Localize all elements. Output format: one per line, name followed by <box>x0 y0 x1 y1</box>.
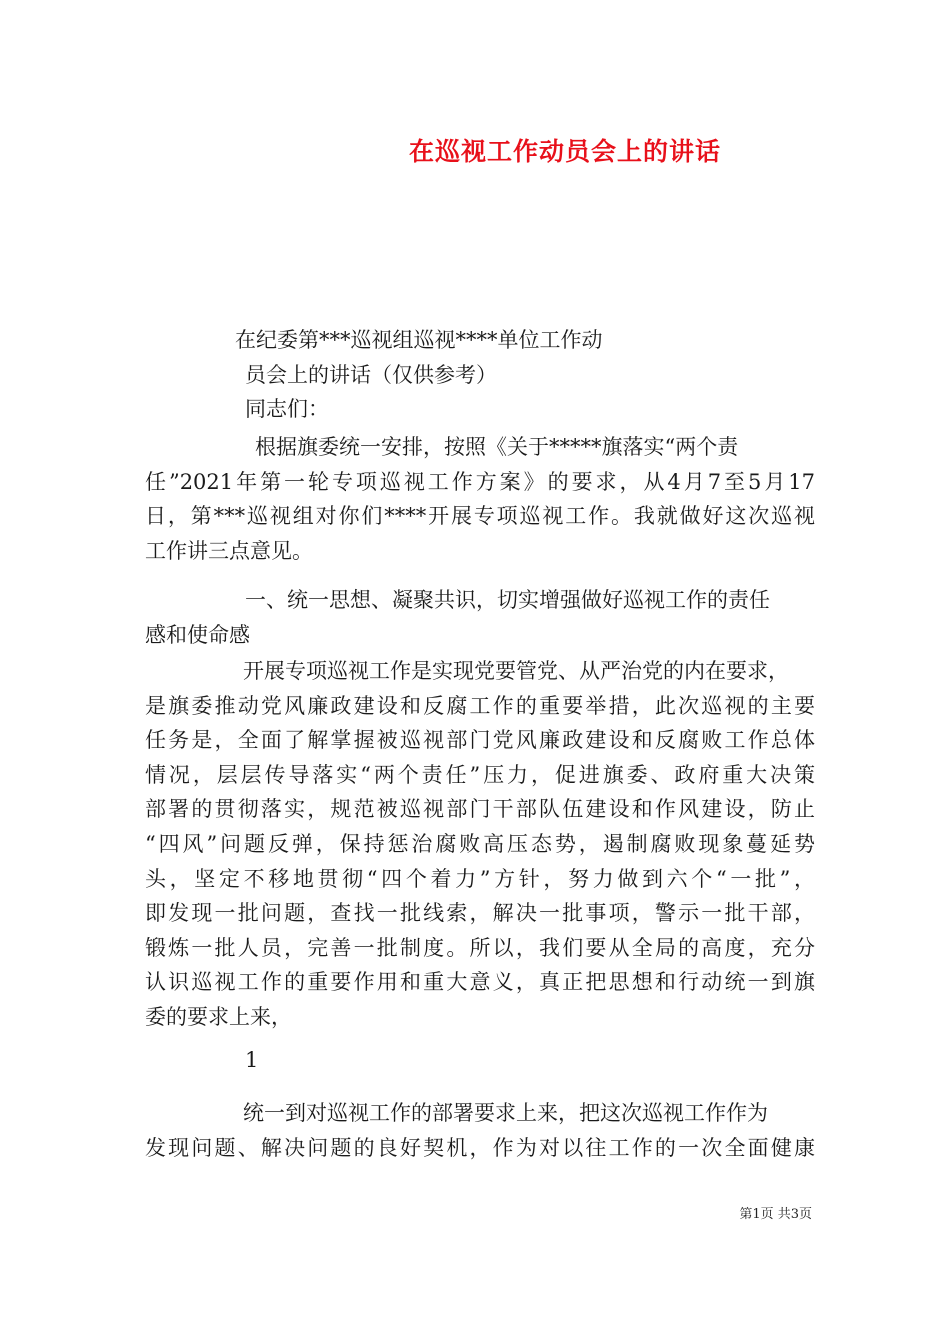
paragraph-2-line: 委的要求上来， <box>145 1004 292 1029</box>
paragraph-2-line: 认识巡视工作的重要作用和重大意义，真正把思想和行动统一到旗 <box>145 970 815 995</box>
paragraph-1-line: 根据旗委统一安排，按照《关于*****旗落实“两个责 <box>255 435 739 459</box>
paragraph-1 <box>145 430 815 568</box>
greeting: 同志们： <box>245 397 329 422</box>
paragraph-2-line: 即发现一批问题，查找一批线索，解决一批事项，警示一批干部， <box>145 901 815 926</box>
paragraph-2-line: 部署的贯彻落实，规范被巡视部门干部队伍建设和作风建设，防止 <box>145 797 815 822</box>
paragraph-2-line: 是旗委推动党风廉政建设和反腐工作的重要举措，此次巡视的主要 <box>145 693 815 718</box>
page-footer: 第1页 共3页 <box>739 1207 812 1222</box>
paragraph-3-line: 统一到对巡视工作的部署要求上来，把这次巡视工作作为 <box>243 1101 768 1125</box>
paragraph-2-line: 锻炼一批人员，完善一批制度。所以，我们要从全局的高度，充分 <box>145 935 815 960</box>
paragraph-2-line: 开展专项巡视工作是实现党要管党、从严治党的内在要求， <box>243 659 789 683</box>
section-heading-line: 一、统一思想、凝聚共识，切实增强做好巡视工作的责任 <box>245 588 770 612</box>
paragraph-1-line: 任”2021年第一轮专项巡视工作方案》的要求，从4月7至5月17 <box>145 469 815 494</box>
subtitle-block <box>145 323 815 427</box>
paragraph-2-line: “四风”问题反弹，保持惩治腐败高压态势，遏制腐败现象蔓延势 <box>145 831 815 856</box>
section-heading-line: 感和使命感 <box>145 622 250 647</box>
paragraph-1-line: 工作讲三点意见。 <box>145 538 313 563</box>
paragraph-3 <box>145 1096 815 1165</box>
paragraph-1-line: 日，第***巡视组对你们****开展专项巡视工作。我就做好这次巡视 <box>145 504 815 529</box>
section-heading-1 <box>145 583 815 652</box>
paragraph-3-line: 发现问题、解决问题的良好契机，作为对以往工作的一次全面健康 <box>145 1135 815 1160</box>
paragraph-2-line: 情况，层层传导落实“两个责任”压力，促进旗委、政府重大决策 <box>145 762 815 787</box>
subtitle-line-2: 员会上的讲话（仅供参考） <box>245 362 497 387</box>
subtitle-line-1: 在纪委第***巡视组巡视****单位工作动 <box>235 328 603 352</box>
document-title: 在巡视工作动员会上的讲话 <box>408 137 721 166</box>
paragraph-2-line: 头，坚定不移地贯彻“四个着力”方针，努力做到六个“一批”， <box>145 866 815 891</box>
paragraph-2-line: 任务是，全面了解掌握被巡视部门党风廉政建设和反腐败工作总体 <box>145 728 815 753</box>
paragraph-2 <box>145 654 815 1035</box>
inline-page-number: 1 <box>245 1048 259 1072</box>
